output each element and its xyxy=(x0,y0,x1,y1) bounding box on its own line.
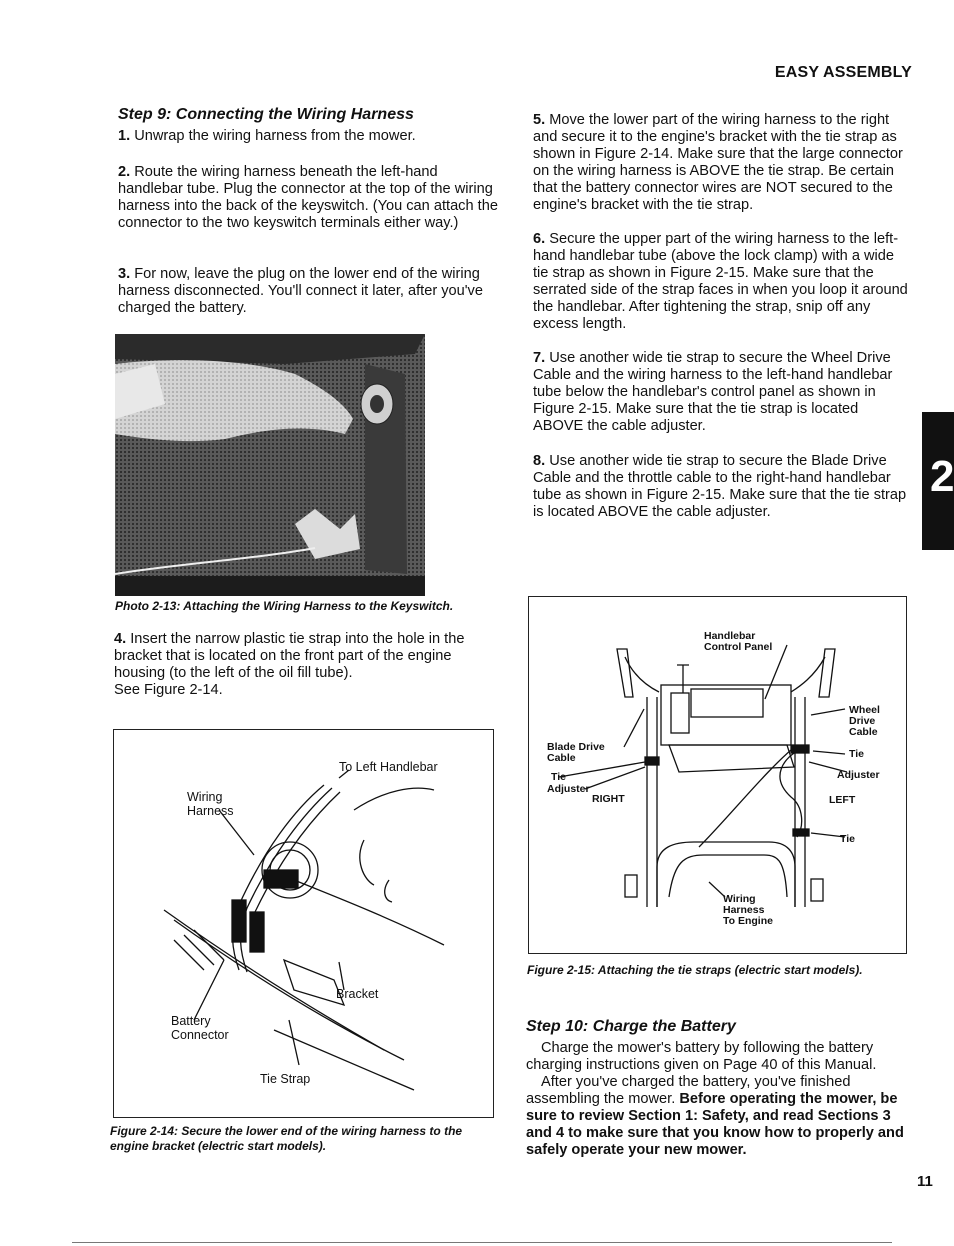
fig214-label-harness: Harness xyxy=(187,804,234,818)
section-header: EASY ASSEMBLY xyxy=(774,64,912,81)
fig214-label-tie-strap: Tie Strap xyxy=(260,1072,311,1086)
fig215-label-right: RIGHT xyxy=(592,793,625,805)
photo-keyswitch xyxy=(115,334,425,596)
paragraph-5: 5. Move the lower part of the wiring harness to the right and secure it to the engine's bracket with the tie strap as shown in Figure 2-14. Make sure that the large connector on the wiring harness is ABOVE the tie strap. Be certain that the battery connector wires are NOT secured to the engine's bracket with the tie strap. xyxy=(533,112,903,213)
figure-2-15-caption: Figure 2-15: Attaching the tie straps (electric start models). xyxy=(527,963,863,977)
paragraph-8: 8. Use another wide tie strap to secure the Blade Drive Cable and the throttle cable to the right-hand handlebar tube as shown in Figure 2-15. Make sure that the tie strap is located ABOVE the cable adjuster. xyxy=(533,453,907,520)
fig214-label-to-left-handlebar: To Left Handlebar xyxy=(339,760,438,774)
chapter-tab-number: 2 xyxy=(930,452,954,501)
step10-paragraph-1: Charge the mower's battery by following the battery charging instructions given on Page 40 of this Manual. xyxy=(526,1040,877,1073)
fig215-label-blade-cable: Cable xyxy=(547,752,576,764)
step9-paragraph-2: 2. Route the wiring harness beneath the left-hand handlebar tube. Plug the connector at the top of the wiring harness into the back of the keyswitch. (You can attach the connector to the two keyswitch terminals either way.) xyxy=(118,164,498,231)
fig214-label-bracket: Bracket xyxy=(336,987,379,1001)
fig215-label-wiring: Wiring xyxy=(723,893,756,905)
fig215-label-handlebar: Handlebar xyxy=(704,630,756,642)
fig215-label-drive: Drive xyxy=(849,715,876,727)
fig215-label-adjuster-left: Adjuster xyxy=(547,783,590,795)
fig214-label-wiring: Wiring xyxy=(187,790,223,804)
fig215-label-to-engine: To Engine xyxy=(723,915,773,927)
paragraph-6: 6. Secure the upper part of the wiring harness to the left-hand handlebar tube (above the lock clamp) with a wide tie strap as shown in Figure 2-15. Make sure that the serrated side of the strap faces in when you loop it around the handlebar. After tightening the strap, snip off any excess length. xyxy=(533,231,908,332)
step9-title: Step 9: Connecting the Wiring Harness xyxy=(118,106,414,123)
fig214-label-connector: Connector xyxy=(171,1028,229,1042)
fig215-label-blade-drive: Blade Drive xyxy=(547,741,605,753)
figure-2-15 xyxy=(528,596,907,954)
paragraph-7: 7. Use another wide tie strap to secure the Wheel Drive Cable and the wiring harness to the left-hand handlebar tube below the handlebar's control panel as shown in Figure 2-15. Make sure that the tie strap is located ABOVE the cable adjuster. xyxy=(533,350,893,434)
fig215-label-tie-right-bottom: Tie xyxy=(840,833,855,845)
fig215-label-tie-right-top: Tie xyxy=(849,748,864,760)
figure-2-14-caption: Figure 2-14: Secure the lower end of the wiring harness to the engine bracket (electric start models). xyxy=(110,1124,463,1153)
fig215-label-harness: Harness xyxy=(723,904,765,916)
fig215-label-adjuster-right: Adjuster xyxy=(837,769,880,781)
step9-paragraph-4: 4. Insert the narrow plastic tie strap into the hole in the bracket that is located on the front part of the engine housing (to the left of the oil fill tube). See Figure 2-14. xyxy=(114,631,465,698)
step9-paragraph-1: 1. Unwrap the wiring harness from the mower. xyxy=(118,128,416,144)
fig215-label-cable: Cable xyxy=(849,726,878,738)
page-number: 11 xyxy=(917,1173,933,1190)
fig214-label-battery: Battery xyxy=(171,1014,211,1028)
footer-divider xyxy=(72,1242,892,1243)
step10-title: Step 10: Charge the Battery xyxy=(526,1018,736,1035)
fig215-label-left: LEFT xyxy=(829,794,856,806)
fig215-label-wheel: Wheel xyxy=(849,704,880,716)
fig215-label-tie-left: Tie xyxy=(551,771,566,783)
photo-caption: Photo 2-13: Attaching the Wiring Harness to the Keyswitch. xyxy=(115,599,454,613)
step10-paragraph-2: After you've charged the battery, you've finished assembling the mower. Before operating the mower, be sure to review Section 1: Safety, and read Sections 3 and 4 to make sure that you know how to properly and safely operate your new mower. xyxy=(526,1074,904,1158)
fig215-label-control-panel: Control Panel xyxy=(704,641,773,653)
step9-paragraph-3: 3. For now, leave the plug on the lower end of the wiring harness disconnected. You'll connect it later, after you've charged the battery. xyxy=(118,266,483,316)
figure-2-14 xyxy=(113,729,494,1118)
